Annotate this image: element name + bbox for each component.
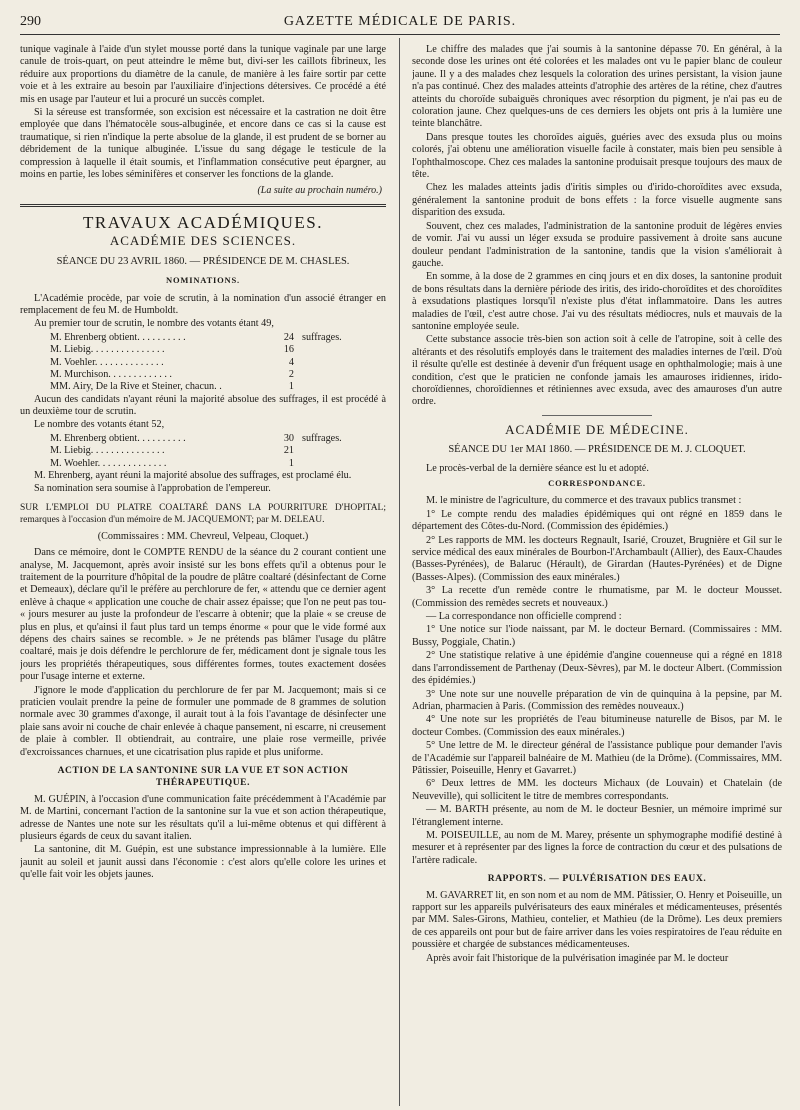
section-title: TRAVAUX ACADÉMIQUES. (82, 212, 323, 232)
body-paragraph: M. le ministre de l'agriculture, du commerce et des travaux publics transmet : (426, 495, 742, 507)
subsection-heading: CORRESPONDANCE. (548, 478, 646, 488)
body-paragraph: M. Ehrenberg, ayant réuni la majorité absolue des suffrages, est proclamé élu. (34, 470, 352, 482)
session-line: SÉANCE DU 1er MAI 1860. — PRÉSIDENCE DE M. J. CLOQUET. (448, 444, 746, 456)
running-head: GAZETTE MÉDICALE DE PARIS. (283, 14, 517, 29)
body-paragraph: J'ignore le mode d'application du perchlorure de fer par M. Jacquemont; mais si ce praticien voulait prendre la peine de formuler une pommade de 8 grammes de solution normale avec 30 grammes d'axonge, il aurait tout à la fois l'avantage de désinfecter une plaie sans avoir ni couche de chair enlevée à chaque pansement, ni escarre, ni creusement de plaie à combler. Il obtiendrait, au contraire, une plaie rose vermeille, privée d'excroissances charnues, et une cicatrisation plus rapide et plus uniforme. (20, 684, 386, 758)
list-item: 2° Les rapports de MM. les docteurs Regnault, Isarié, Crouzet, Brugnière et Gil sur le service médical des eaux minérales de Bourbon-l'Archambault (Allier), des Eaux-Chaudes (Basses-Pyrénées), de Balaruc (Hérault), de Girardan (Hautes-Pyrénées) et de Digne (Basses-Alpes). (Commission des eaux minérales.) (412, 534, 782, 583)
body-paragraph: Si la séreuse est transformée, son excision est nécessaire et la castration ne doit être employée que dans l'hématocèle sous-albuginée, et encore dans ce cas si la cause est traumatique, si rien n'indique la perte absolue de la glande, il est prudent de se borner au débridement de la tunique albuginée. L'issue du sang dégage le testicule de la compression à laquelle il était soumis, et l'inflammation consécutive peut épargner, au moins en partie, les lobes séminifères et conserver les fonctions de la glande. (20, 107, 386, 181)
article-title: SUR L'EMPLOI DU PLATRE COALTARÉ DANS LA POURRITURE D'HOPITAL; remarques à l'occasion d'un mémoire de M. JACQUEMONT; par M. DELEAU. (20, 502, 386, 526)
vote-row: M. Ehrenberg obtient. . . . . . . . . . 24 suffrages. (50, 331, 342, 343)
body-paragraph: Dans ce mémoire, dont le COMPTE RENDU de la séance du 2 courant contient une analyse, M. Jacquemont, après avoir insisté sur les bons effets qu'il a obtenus pour le traitement de la pourriture d'hôpital de la poudre de plâtre coaltaré (désinfectant de Corne et Demeaux), déclare qu'il le préfère au perchlorure de fer, « attendu que ce dernier agent enlève à chaque « application une couche de chair assez épaisse; que l'on ne peut pas tou- « jours mesurer au juste la profondeur de l'escarre à obtenir; que la plaie « se creuse de plus en plus, et qu'ainsi il faut plus tard un temps énorme « pour que le vide formé aux dépens des chairs saines se recomble. » Je ne prétends pas blâmer l'usage du plâtre coaltaré, mais je dois défendre le perchlorure de fer, médicament dont je signale tous les jours les propriétés thérapeutiques, sous différentes formes, toutes exactement dosées pour l'usage interne et externe. (20, 547, 386, 683)
body-paragraph: Sa nomination sera soumise à l'approbation de l'empereur. (34, 483, 271, 495)
list-item: 1° Une notice sur l'iode naissant, par M. le docteur Bernard. (Commissaires : MM. Bussy, Poggiale, Chatin.) (412, 624, 782, 648)
academy-title: ACADÉMIE DES SCIENCES. (109, 233, 297, 249)
left-column (20, 44, 386, 1106)
article-title: ACTION DE LA SANTONINE SUR LA VUE ET SON ACTION THÉRAPEUTIQUE. (57, 766, 349, 789)
subsection-heading: NOMINATIONS. (166, 275, 240, 286)
body-paragraph: M. GAVARRET lit, en son nom et au nom de MM. Pâtissier, O. Henry et Poiseuille, un rapport sur les appareils pulvérisateurs des eaux minérales et médicamenteuses, présentés par MM. Sales-Girons, Mathieu, contelier, et Mathieu (de la Drôme). Les deux premiers de ces appareils ont pour but de faire arriver dans les voies respiratoires de l'eau réduite en poussière et chargée de substances médicamenteuses. (412, 889, 782, 951)
body-paragraph: Chez les malades atteints jadis d'iritis simples ou d'irido-choroïdites avec exsuda, généralement la santonine produit de bons effets : la force visuelle augmente sans disparition des exsuda. (412, 182, 782, 219)
column-rule (399, 38, 400, 1106)
body-paragraph: En somme, à la dose de 2 grammes en cinq jours et en dix doses, la santonine produit de bons résultats dans la dernière période des iritis, des irido-choroïdites et des choroïdites à exsudations plastiques lorsqu'il n'existe plus d'état inflammatoire. Dans les autres maladies de l'œil, c'est autre chose. J'ai vu des résultats médiocres, nuls et mauvais de la santonine employée seule. (412, 271, 782, 332)
section-divider (20, 204, 386, 207)
vote-row: M. Woehler. . . . . . . . . . . . . . 1 (50, 457, 294, 469)
list-item: 5° Une lettre de M. le directeur général de l'assistance publique pour demander l'avis de l'Académie sur l'appareil balnéaire de M. Mathieu (de la Drôme). (Commissaires, MM. Pâtissier, Poiseuille, Henry et Gavarret.) (412, 740, 782, 776)
list-item: 4° Une note sur les propriétés de l'eau bitumineuse naturelle de Bisos, par M. le docteur Combes. (Commission des eaux minérales.) (412, 714, 782, 738)
body-paragraph: Après avoir fait l'historique de la pulvérisation imaginée par M. le docteur (426, 952, 729, 964)
body-paragraph: Cette substance associe très-bien son action soit à celle de l'atropine, soit à celle des altérants et des résolutifs employés dans le traitement des maladies internes de l'œil. D'où il résulte qu'elle est destinée à devenir d'un fréquent usage en ophthalmologie; mais à une condition, c'est que le praticien ne confonde jamais les amauroses iridiennes, irido-choroïdiennes, choroïdiennes et rétiniennes avec exsuda, avec des amauroses d'un autre ordre. (412, 334, 782, 408)
body-paragraph: tunique vaginale à l'aide d'un stylet mousse porté dans la tunique vaginale par une large canule de trois-quart, on peut atteindre le même but, divi-ser les caillots fibrineux, les réduire aux proportions du diamètre de la canule, de manière à les faire sortir par cette voie et à les extraire au besoin par l'auxiliaire d'injections détersives. Ce procédé a été mis en usage par l'auteur et lui a procuré un succès complet. (20, 44, 386, 105)
body-paragraph: Le nombre des votants étant 52, (34, 419, 165, 431)
list-item: — M. BARTH présente, au nom de M. le docteur Besnier, un mémoire imprimé sur l'étranglement interne. (412, 804, 782, 828)
body-paragraph: Au premier tour de scrutin, le nombre des votants étant 49, (34, 318, 274, 330)
body-paragraph: Le procès-verbal de la dernière séance est lu et adopté. (426, 462, 649, 474)
list-item: M. POISEUILLE, au nom de M. Marey, présente un sphymographe modifié destiné à mesurer et à représenter par des lignes la force de contraction du cœur et des pulsations de l'artère radicale. (412, 829, 782, 866)
page-number: 290 (20, 14, 41, 29)
list-item: 2° Une statistique relative à une épidémie d'angine couenneuse qui a régné en 1818 dans l'arrondissement de Parthenay (Deux-Sèvres), par M. le docteur Albert. (Commission des épidémies.) (412, 650, 782, 687)
list-item: 1° Le compte rendu des maladies épidémiques qui ont régné en 1859 dans le département des Côtes-du-Nord. (Commission des épidémies.) (412, 508, 782, 533)
vote-row: MM. Airy, De la Rive et Steiner, chacun. . 1 (50, 381, 294, 393)
list-item: 3° Une note sur une nouvelle préparation de vin de quinquina à la pepsine, par M. Adrian, pharmacien à Paris. (Commission des remèdes nouveaux.) (412, 688, 782, 712)
continued-note: (La suite au prochain numéro.) (257, 185, 382, 197)
session-line: SÉANCE DU 23 AVRIL 1860. — PRÉSIDENCE DE M. CHASLES. (56, 255, 350, 267)
list-item: 3° La recette d'un remède contre le rhumatisme, par M. le docteur Mousset. (Commission des remèdes secrets et nouveaux.) (412, 585, 782, 609)
body-paragraph: Le chiffre des malades que j'ai soumis à la santonine dépasse 70. En général, à la seconde dose les urines ont été colorées et les malades ont vu le papier blanc de couleur jaune. Il y a des malades chez lesquels la coloration des urines persistant, la vision jaune n'a pas continué. Chez des malades atteints d'atrophie des artères de la rétine, chez d'autres atteints du choroïde subaiguës chroniques avec résorption du pigment, je n'ai pas eu de coloration jaune. Chez quelques-uns de ces derniers les objets ont pris à la lumière une teinte blanchâtre. (412, 44, 782, 130)
body-paragraph: Aucun des candidats n'ayant réuni la majorité absolue des suffrages, il est procédé à un deuxième tour de scrutin. (20, 393, 386, 418)
list-item: — La correspondance non officielle comprend : (426, 611, 622, 623)
list-item: 6° Deux lettres de MM. les docteurs Michaux (de Louvain) et Chatelain (de Neuveville), qui sollicitent le titre de membres correspondants. (412, 778, 782, 802)
body-paragraph: Dans presque toutes les choroïdes aiguës, guéries avec des exsuda plus ou moins colorés, j'ai obtenu une amélioration visuelle facile à constater, mais bien peu sensible à l'ophthalmoscope. Chez ces malades la santonine produisait presque toujours des maux de tête. (412, 131, 782, 181)
body-paragraph: M. GUÉPIN, à l'occasion d'une communication faite précédemment à l'Académie par M. de Martini, concernant l'action de la santonine sur la vue et son action thérapeutique, adresse de Nantes une note sur les résultats qu'il a lui-même obtenus et qui diffèrent à plusieurs égards de ceux du savant italien. (20, 793, 386, 843)
vote-table-1 (20, 332, 386, 394)
body-paragraph: L'Académie procède, par voie de scrutin, à la nomination d'un associé étranger en remplacement de feu M. de Humboldt. (20, 292, 386, 316)
vote-row: M. Voehler. . . . . . . . . . . . . . 4 (50, 356, 294, 368)
body-paragraph: Souvent, chez ces malades, l'administration de la santonine produit de légères envies de vomir. J'ai vu aussi un léger exsuda se produire passivement à droite sans aucune douleur pendant l'administration de la santonine, tandis que la vision s'améliorait à gauche. (412, 220, 782, 269)
commissioners-line: (Commissaires : MM. Chevreul, Velpeau, Cloquet.) (97, 530, 309, 542)
section-divider (542, 415, 652, 416)
vote-table-2 (20, 433, 386, 470)
header-rule (20, 34, 780, 35)
page-header (20, 10, 780, 32)
academy-title: ACADÉMIE DE MÉDECINE. (505, 421, 689, 437)
vote-row: M. Murchison. . . . . . . . . . . . . 2 (50, 368, 294, 380)
vote-row: M. Liebig. . . . . . . . . . . . . . . 16 (50, 344, 294, 356)
vote-row: M. Liebig. . . . . . . . . . . . . . . 21 (50, 445, 294, 457)
vote-row: M. Ehrenberg obtient. . . . . . . . . . 30 suffrages. (50, 432, 342, 444)
body-paragraph: La santonine, dit M. Guépin, est une substance impressionnable à la lumière. Elle jaunit au soleil et jaunit aussi dans l'économie : c'est alors qu'elle colore les urines et qu'elle fait voir les objets jaunes. (20, 844, 386, 881)
subsection-heading: RAPPORTS. — PULVÉRISATION DES EAUX. (487, 874, 707, 885)
right-column (412, 44, 782, 1106)
